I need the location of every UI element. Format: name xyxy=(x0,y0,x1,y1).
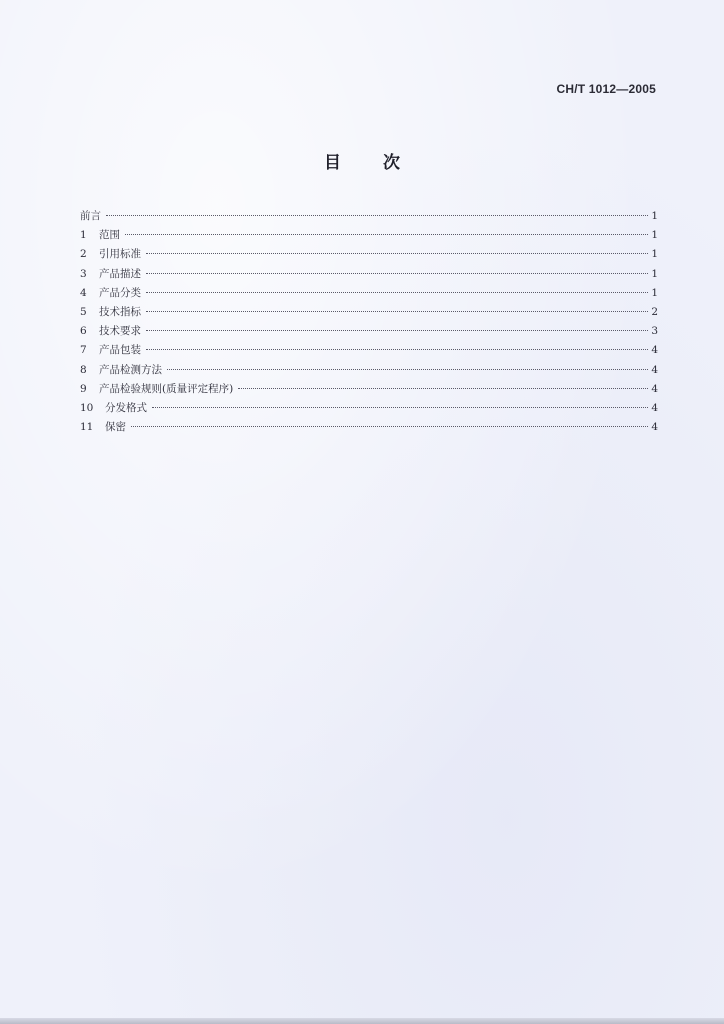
toc-entry-6[interactable] xyxy=(80,322,658,341)
toc-entry-number: 3 xyxy=(80,267,87,280)
toc-entry-foreword[interactable] xyxy=(80,207,658,226)
toc-leader-dots xyxy=(106,214,648,216)
toc-leader-dots xyxy=(238,387,648,389)
toc-entry-label: 技术指标 xyxy=(99,305,141,318)
toc-entry-number: 1 xyxy=(80,229,87,242)
toc-entry-5[interactable] xyxy=(80,303,658,322)
toc-entry-4[interactable] xyxy=(80,284,658,303)
toc-entry-page: 1 xyxy=(651,229,658,242)
page-title: 目 次 xyxy=(324,153,418,173)
toc-entry-page: 1 xyxy=(651,286,658,299)
toc-entry-label: 产品描述 xyxy=(99,267,141,280)
toc-entry-label: 产品检测方法 xyxy=(99,363,162,376)
toc-entry-number: 9 xyxy=(80,382,87,395)
toc-entry-label: 产品检验规则(质量评定程序) xyxy=(99,382,234,395)
toc-entry-number: 11 xyxy=(80,421,94,434)
toc-leader-dots xyxy=(146,348,648,350)
toc-entry-9[interactable] xyxy=(80,380,658,399)
toc-entry-number: 10 xyxy=(80,401,94,414)
toc-entry-label: 产品包装 xyxy=(99,344,141,357)
toc-entry-label: 分发格式 xyxy=(105,401,147,414)
toc-entry-page: 2 xyxy=(651,305,658,318)
toc-entry-2[interactable] xyxy=(80,245,658,264)
toc-entry-label: 技术要求 xyxy=(99,325,141,338)
toc-entry-number: 5 xyxy=(80,305,87,318)
toc-leader-dots xyxy=(146,310,648,312)
toc-entry-page: 4 xyxy=(651,401,658,414)
toc-entry-label: 前言 xyxy=(80,210,101,222)
toc-entry-number: 6 xyxy=(80,325,87,338)
toc-entry-page: 4 xyxy=(651,344,658,357)
toc-entry-11[interactable] xyxy=(80,418,658,437)
toc-leader-dots xyxy=(167,368,648,370)
toc-entry-page: 1 xyxy=(651,248,658,261)
toc-entry-page: 4 xyxy=(651,382,658,395)
scan-bottom-edge xyxy=(0,1018,724,1024)
toc-entry-number: 2 xyxy=(80,248,87,261)
toc-leader-dots xyxy=(152,406,648,408)
toc-entry-number: 4 xyxy=(80,286,87,299)
toc-entry-3[interactable] xyxy=(80,265,658,284)
toc-entry-label: 保密 xyxy=(105,421,126,434)
toc-entry-1[interactable] xyxy=(80,226,658,245)
toc-entry-8[interactable] xyxy=(80,361,658,380)
toc-entry-page: 1 xyxy=(651,267,658,280)
toc-entry-page: 4 xyxy=(651,421,658,434)
toc-entry-page: 1 xyxy=(651,210,658,222)
toc-entry-page: 3 xyxy=(651,325,658,338)
toc-entry-10[interactable] xyxy=(80,399,658,418)
toc-entry-page: 4 xyxy=(651,363,658,376)
toc-entry-label: 范围 xyxy=(99,229,120,242)
toc-leader-dots xyxy=(146,252,648,254)
toc-leader-dots xyxy=(131,425,648,427)
toc-leader-dots xyxy=(146,329,648,331)
toc-entry-number: 8 xyxy=(80,363,87,376)
toc-leader-dots xyxy=(146,272,648,274)
toc-leader-dots xyxy=(146,291,648,293)
toc-entry-label: 引用标准 xyxy=(99,248,141,261)
standard-code: CH/T 1012—2005 xyxy=(556,82,656,96)
toc-entry-label: 产品分类 xyxy=(99,286,141,299)
toc-entry-number: 7 xyxy=(80,344,87,357)
toc-leader-dots xyxy=(125,233,648,235)
table-of-contents xyxy=(80,207,658,437)
toc-entry-7[interactable] xyxy=(80,341,658,360)
